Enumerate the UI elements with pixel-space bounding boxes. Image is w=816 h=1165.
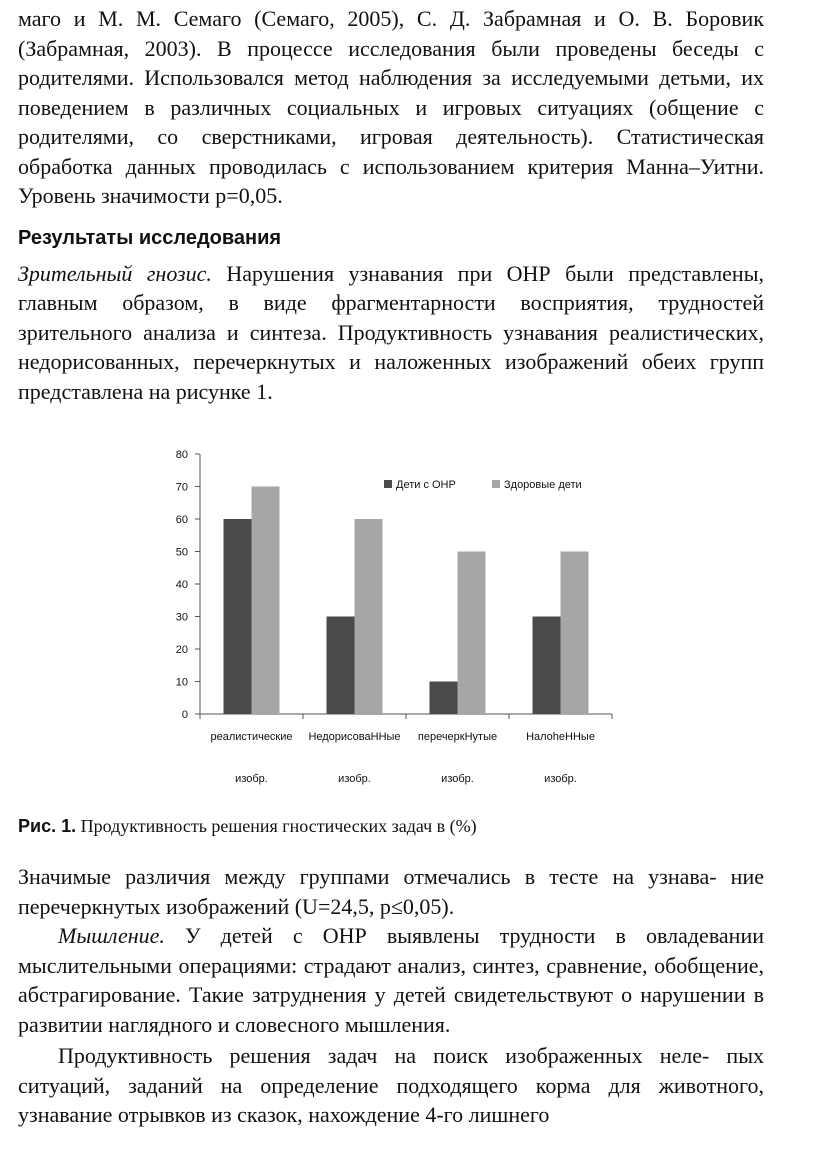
- paragraph-differences: Значимые различия между группами отмечались в тесте на узнава- ние перечеркнутых изображений (U=24,5, p≤0,05).: [18, 864, 764, 919]
- x-tick-label: изобр.: [441, 773, 474, 785]
- y-tick-label: 30: [175, 611, 188, 624]
- y-tick-label: 10: [175, 676, 188, 689]
- bar: [533, 617, 561, 715]
- x-tick-label: НедорисоваННые: [308, 731, 401, 743]
- bar: [458, 552, 486, 715]
- y-tick-label: 0: [181, 709, 188, 721]
- x-tick-label: НалоheННые: [526, 731, 595, 743]
- x-tick-label: изобр.: [338, 773, 371, 785]
- y-tick-label: 20: [175, 644, 188, 656]
- x-tick-label: перечеркНутые: [417, 731, 498, 743]
- paragraph-thinking-text: У детей с ОНР выявлены трудности в овладевании мыслительными операциями: страдают анализ, синтез, сравнение, обобщение, абстрагирование. Такие затруднения у детей свидетельствуют о нарушении в развитии наглядного и словесного мышления.: [18, 923, 764, 1037]
- y-tick-label: 60: [175, 514, 188, 526]
- x-tick-label: изобр.: [544, 773, 577, 785]
- bar: [355, 519, 383, 714]
- page: [18, 4, 764, 1130]
- legend-label: Здоровые дети: [504, 479, 582, 491]
- x-tick-label: реалистические: [210, 731, 293, 743]
- paragraph-thinking: [18, 921, 764, 1039]
- figure-caption-text: Продуктивность решения гностических задач в (%): [76, 816, 477, 836]
- paragraph-visual-gnosis: [18, 259, 764, 407]
- bar: [430, 682, 458, 715]
- term-thinking: Мышление.: [58, 923, 165, 948]
- figure-chart: [18, 406, 764, 806]
- paragraph-productivity: Продуктивность решения задач на поиск изображенных неле- пых ситуаций, заданий на определение подходящего корма для животного, узнавание отрывков из сказок, нахождение 4-го лишнего: [18, 1043, 764, 1127]
- bar: [561, 552, 589, 715]
- legend-swatch: [492, 480, 500, 488]
- x-tick-label: изобр.: [235, 773, 268, 785]
- bar: [252, 487, 280, 715]
- section-heading: Результаты исследования: [18, 226, 282, 249]
- y-tick-label: 70: [175, 481, 188, 494]
- y-tick-label: 50: [175, 546, 188, 559]
- figure-caption-label: Рис. 1.: [18, 816, 77, 836]
- paragraph-visual-gnosis-text: Нарушения узнавания при ОНР были представлены, главным образом, в виде фрагментарности восприятия, трудностей зрительного анализа и синтеза. Продуктивность узнавания реалистических, недорисованных, перечеркнутых и наложенных изображений обеих групп представлена на рисунке 1.: [18, 260, 764, 404]
- legend-swatch: [384, 480, 392, 488]
- bar-chart: [18, 406, 764, 806]
- figure-caption: [18, 814, 764, 838]
- term-visual-gnosis: Зрительный гнозис.: [18, 260, 212, 286]
- bar: [327, 617, 355, 715]
- bar: [224, 519, 252, 714]
- y-tick-label: 40: [175, 579, 188, 591]
- y-tick-label: 80: [175, 449, 188, 461]
- legend-label: Дети с ОНР: [396, 479, 456, 491]
- paragraph-methods: маго и М. М. Семаго (Семаго, 2005), С. Д. Забрамная и О. В. Боровик (Забрамная, 2003). В процессе исследования были проведены беседы с родителями. Использовался метод наблюдения за исследуемыми детьми, их поведением в различных социальных и игровых ситуациях (общение с родителями, со сверстниками, игровая деятельность). Статистическая обработка данных проводилась с использованием критерия Манна–Уитни. Уровень значимости p=0,05.: [18, 6, 764, 208]
